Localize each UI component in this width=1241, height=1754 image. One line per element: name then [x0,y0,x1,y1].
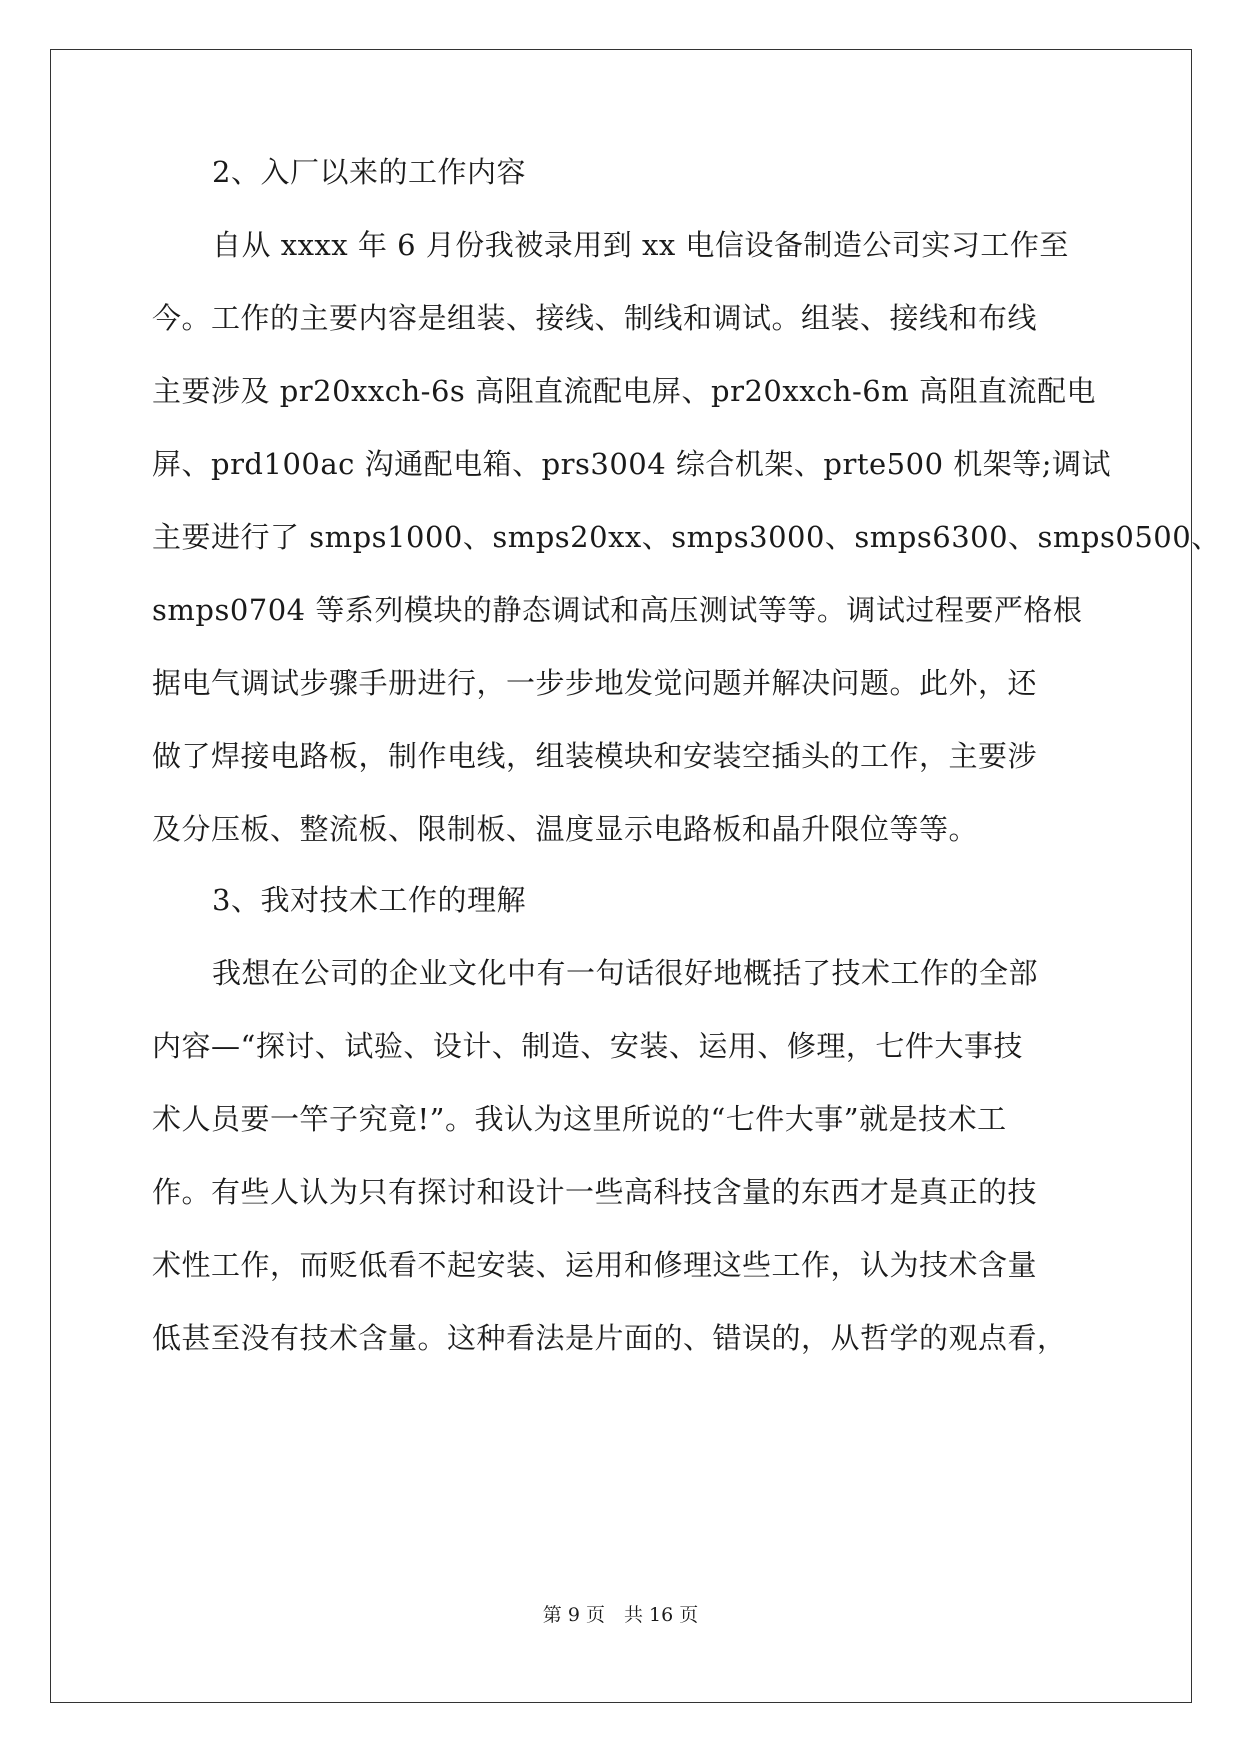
paragraph-line: 及分压板、整流板、限制板、温度显示电路板和晶升限位等等。 [152,812,979,846]
paragraph-line: 今。工作的主要内容是组装、接线、制线和调试。组装、接线和布线 [152,301,1038,335]
paragraph-line: 做了焊接电路板，制作电线，组装模块和安装空插头的工作，主要涉 [152,739,1038,773]
paragraph-line: 主要进行了 smps1000、smps20xx、smps3000、smps6300、smps0500、 [152,520,1221,554]
paragraph-line: 屏、prd100ac 沟通配电箱、prs3004 综合机架、prte500 机架等;调试 [152,447,1112,481]
paragraph-line: 自从 xxxx 年 6 月份我被录用到 xx 电信设备制造公司实习工作至 [212,228,1069,262]
paragraph-line: 术性工作，而贬低看不起安装、运用和修理这些工作，认为技术含量 [152,1248,1038,1282]
paragraph-line: 内容—“探讨、试验、设计、制造、安装、运用、修理，七件大事技 [152,1029,1023,1063]
page-number: 第 9 页 共 16 页 [542,1604,699,1626]
paragraph-line: 我想在公司的企业文化中有一句话很好地概括了技术工作的全部 [212,956,1039,990]
paragraph-line: 低甚至没有技术含量。这种看法是片面的、错误的，从哲学的观点看， [152,1321,1067,1355]
paragraph-line: smps0704 等系列模块的静态调试和高压测试等等。调试过程要严格根 [152,593,1083,627]
paragraph-line: 主要涉及 pr20xxch-6s 高阻直流配电屏、pr20xxch-6m 高阻直流配电 [152,374,1096,408]
paragraph-line: 据电气调试步骤手册进行，一步步地发觉问题并解决问题。此外，还 [152,666,1038,700]
paragraph-line: 术人员要一竿子究竟!”。我认为这里所说的“七件大事”就是技术工 [152,1102,1007,1136]
section-heading: 3、我对技术工作的理解 [212,883,526,917]
section-heading: 2、入厂以来的工作内容 [212,155,526,189]
paragraph-line: 作。有些人认为只有探讨和设计一些高科技含量的东西才是真正的技 [152,1175,1038,1209]
